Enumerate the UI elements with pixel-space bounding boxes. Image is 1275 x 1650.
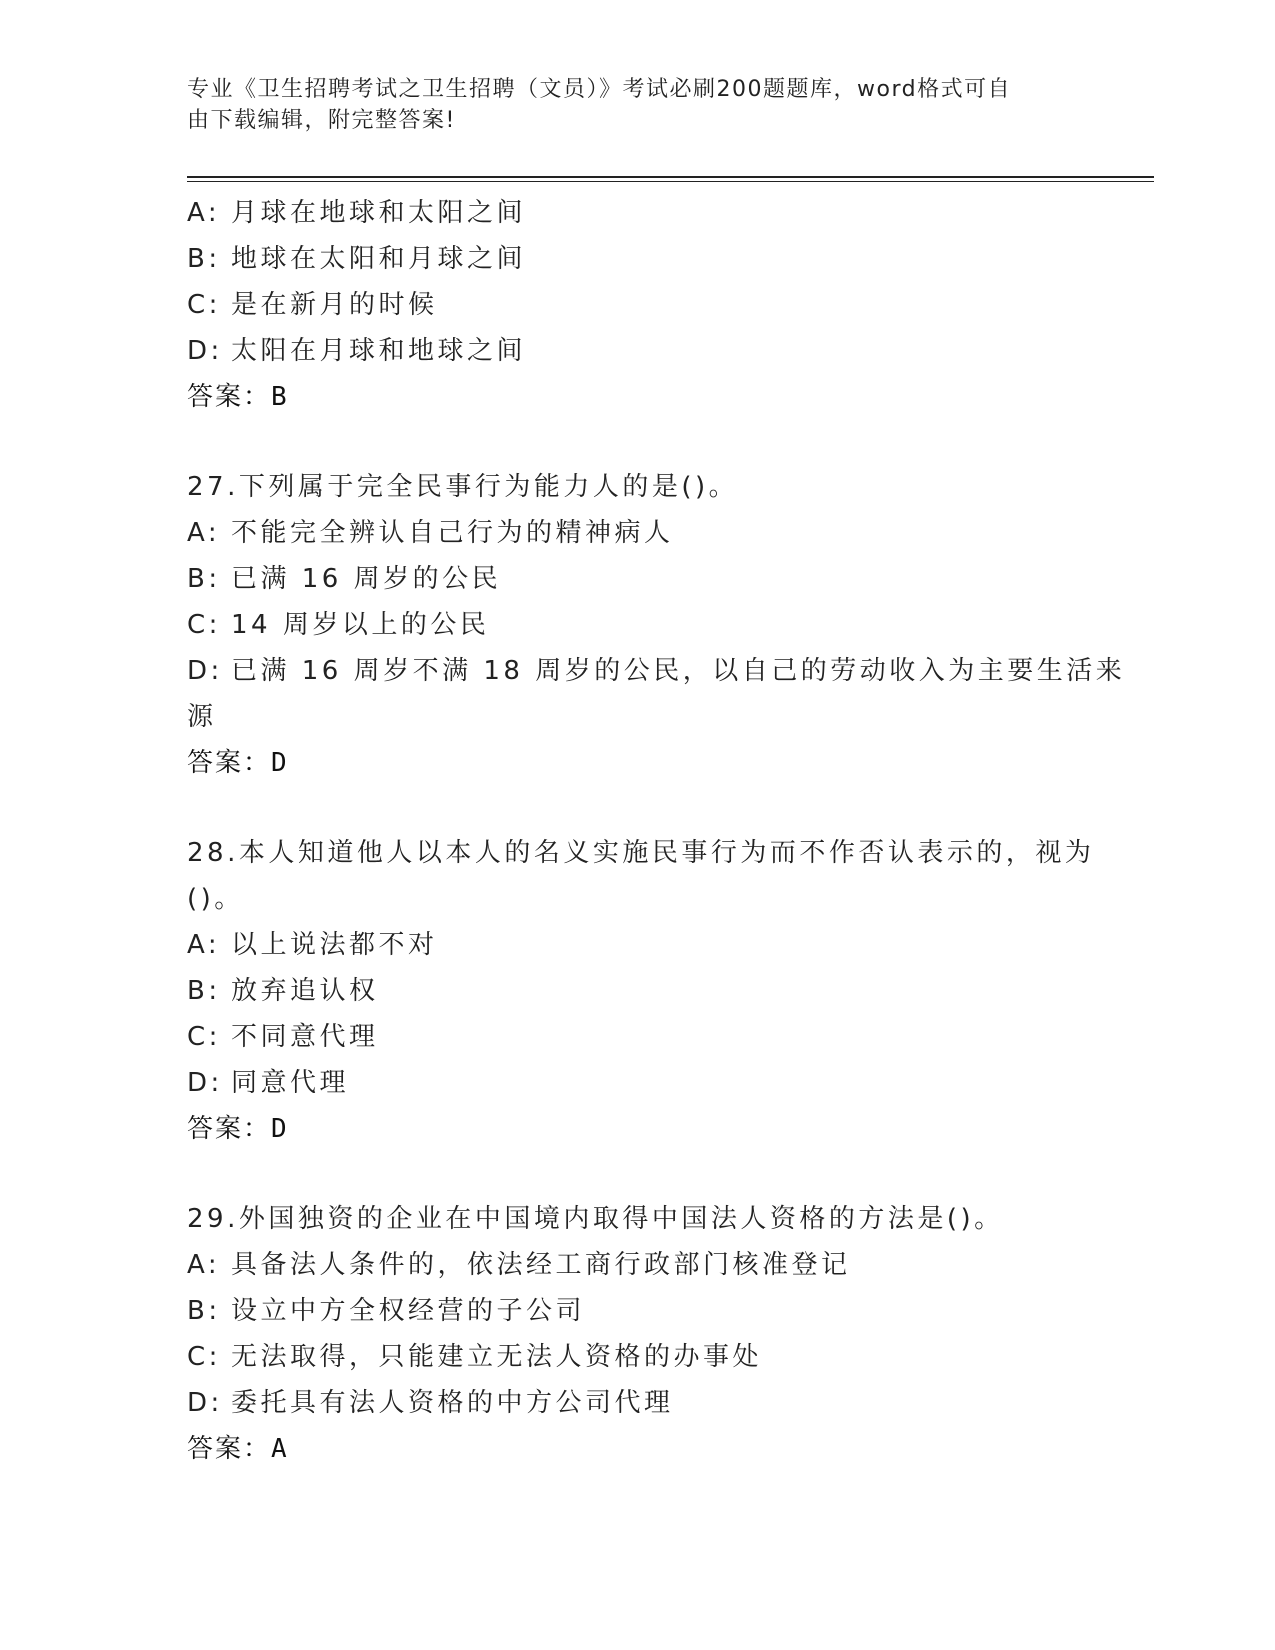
header-line-2: 由下载编辑，附完整答案! xyxy=(187,108,456,133)
option-d-text: 同意代理 xyxy=(231,1068,350,1098)
option-a xyxy=(187,922,1087,968)
option-b xyxy=(187,236,1087,282)
option-c-prefix: C: xyxy=(187,290,221,320)
question-28 xyxy=(187,830,1095,1152)
question-stem: 28.本人知道他人以本人的名义实施民事行为而不作否认表示的，视为 xyxy=(187,838,1095,868)
option-d-continuation: 源 xyxy=(187,702,217,732)
option-b-text: 地球在太阳和月球之间 xyxy=(231,244,527,274)
option-b xyxy=(187,1288,1087,1334)
option-d-prefix: D: xyxy=(187,1068,223,1098)
option-d-text: 太阳在月球和地球之间 xyxy=(231,336,527,366)
option-d-text: 已满 16 周岁不满 18 周岁的公民，以自己的劳动收入为主要生活来 xyxy=(231,656,1126,686)
option-a-prefix: A: xyxy=(187,1250,221,1280)
option-b-text: 设立中方全权经营的子公司 xyxy=(231,1296,586,1326)
option-c xyxy=(187,282,1087,328)
option-a-text: 以上说法都不对 xyxy=(231,930,438,960)
option-c-text: 是在新月的时候 xyxy=(231,290,438,320)
option-a-text: 不能完全辨认自己行为的精神病人 xyxy=(231,518,674,548)
option-d xyxy=(187,328,1087,374)
option-c-prefix: C: xyxy=(187,610,221,640)
header-divider xyxy=(187,176,1154,182)
option-a-prefix: A: xyxy=(187,198,221,228)
option-b-prefix: B: xyxy=(187,564,221,594)
question-list xyxy=(187,190,1126,1472)
option-a-text: 具备法人条件的，依法经工商行政部门核准登记 xyxy=(231,1250,851,1280)
option-d xyxy=(187,1060,1087,1106)
option-d-prefix: D: xyxy=(187,656,223,686)
question-stem: 29.外国独资的企业在中国境内取得中国法人资格的方法是()。 xyxy=(187,1204,1004,1234)
question-stem-continuation: ()。 xyxy=(187,884,244,914)
option-c xyxy=(187,1014,1087,1060)
option-c-text: 不同意代理 xyxy=(231,1022,379,1052)
option-a xyxy=(187,190,1087,236)
option-d-text: 委托具有法人资格的中方公司代理 xyxy=(231,1388,674,1418)
option-c xyxy=(187,602,1087,648)
document-header xyxy=(187,74,1067,136)
option-a xyxy=(187,1242,1087,1288)
option-c-prefix: C: xyxy=(187,1022,221,1052)
question-stem: 27.下列属于完全民事行为能力人的是()。 xyxy=(187,472,739,502)
option-a xyxy=(187,510,1087,556)
option-b-text: 放弃追认权 xyxy=(231,976,379,1006)
option-a-prefix: A: xyxy=(187,518,221,548)
question-29 xyxy=(187,1196,1087,1472)
answer-line: 答案：D xyxy=(187,748,289,778)
option-d-prefix: D: xyxy=(187,336,223,366)
option-b-prefix: B: xyxy=(187,244,221,274)
option-b xyxy=(187,556,1087,602)
question-27 xyxy=(187,464,1126,786)
option-b xyxy=(187,968,1087,1014)
option-d-prefix: D: xyxy=(187,1388,223,1418)
option-c-text: 14 周岁以上的公民 xyxy=(231,610,490,640)
option-b-prefix: B: xyxy=(187,1296,221,1326)
question-26 xyxy=(187,190,1087,420)
answer-line: 答案：A xyxy=(187,1434,289,1464)
option-c-prefix: C: xyxy=(187,1342,221,1372)
option-b-text: 已满 16 周岁的公民 xyxy=(231,564,502,594)
answer-line: 答案：B xyxy=(187,382,289,412)
option-c xyxy=(187,1334,1087,1380)
option-b-prefix: B: xyxy=(187,976,221,1006)
header-line-1: 专业《卫生招聘考试之卫生招聘（文员）》考试必刷200题题库，word格式可自 xyxy=(187,77,1012,102)
option-a-prefix: A: xyxy=(187,930,221,960)
answer-line: 答案：D xyxy=(187,1114,289,1144)
option-a-text: 月球在地球和太阳之间 xyxy=(231,198,527,228)
option-d xyxy=(187,648,1126,694)
option-c-text: 无法取得，只能建立无法人资格的办事处 xyxy=(231,1342,763,1372)
option-d xyxy=(187,1380,1087,1426)
